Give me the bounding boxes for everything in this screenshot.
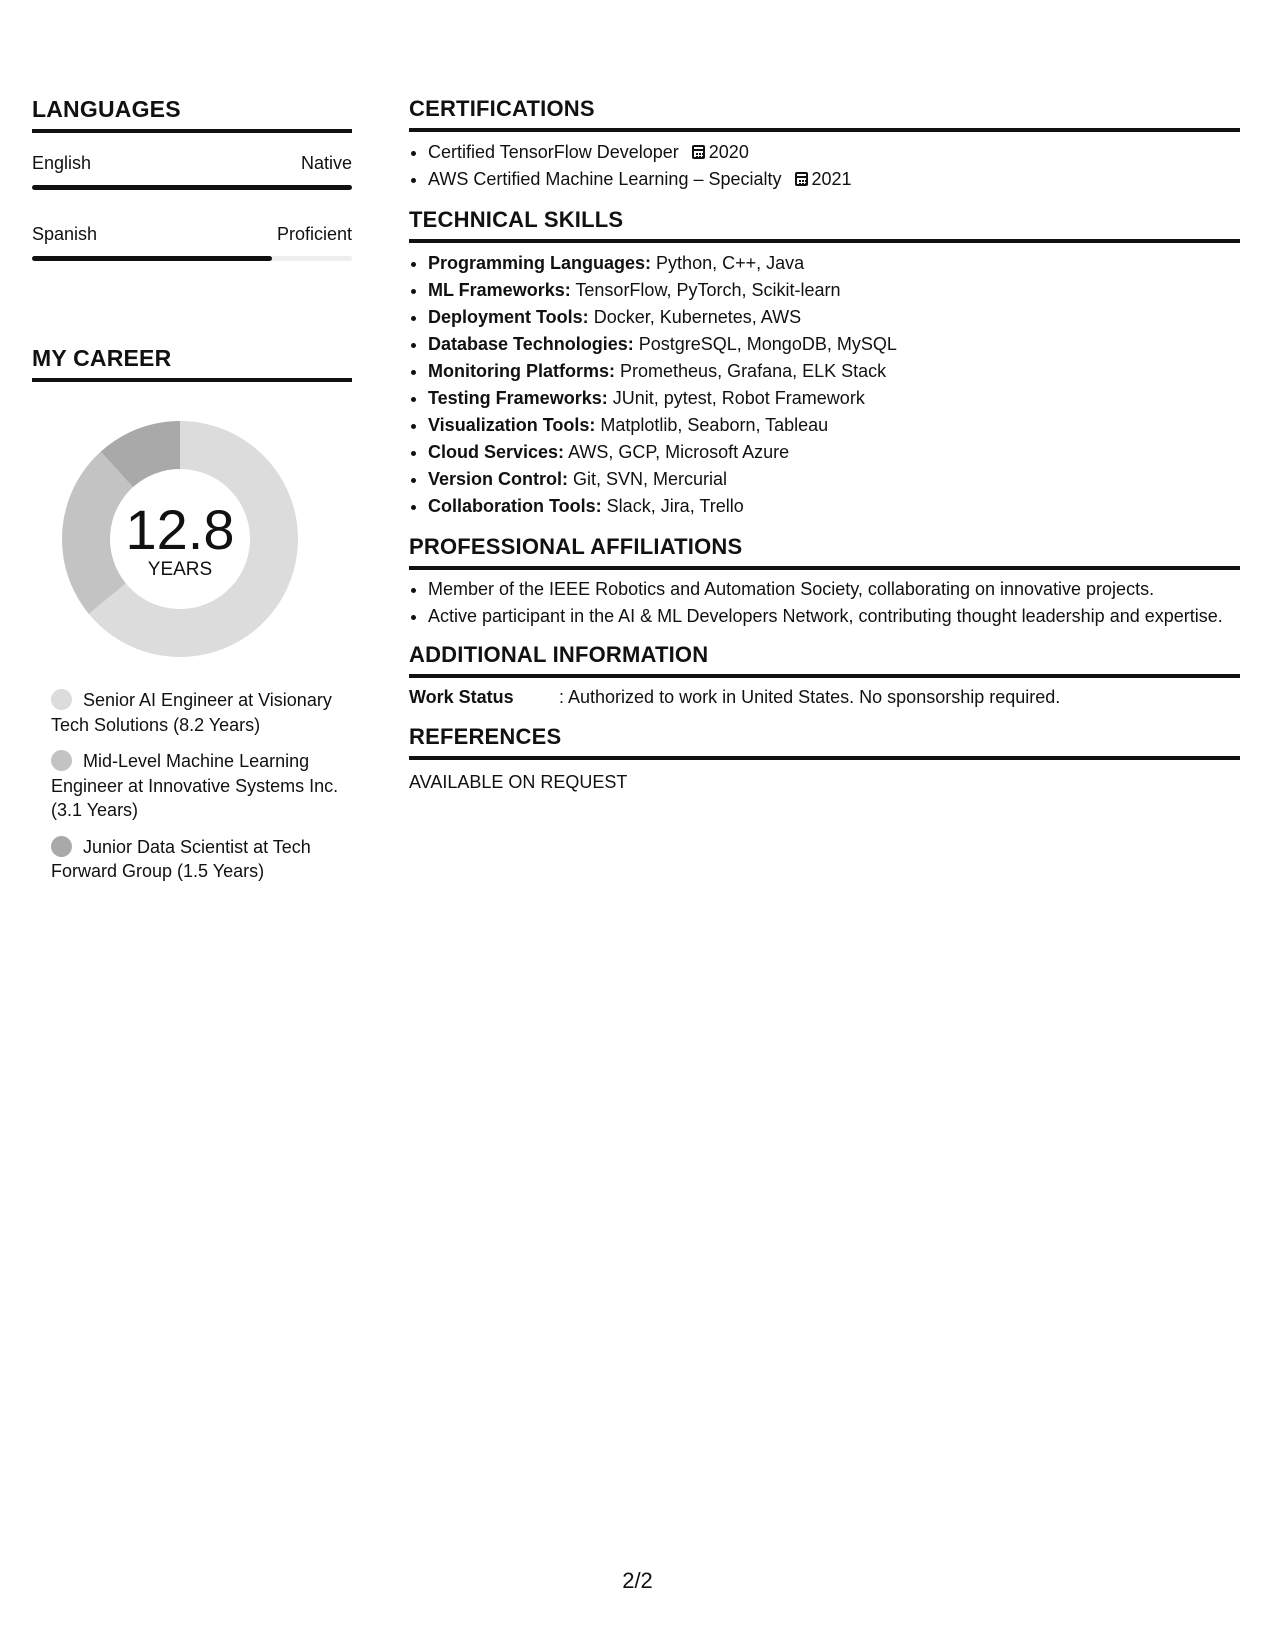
- skill-item: [428, 331, 1240, 358]
- legend-dot-icon: [51, 836, 72, 857]
- career-role-label: Mid-Level Machine Learning Engineer at Innovative Systems Inc. (3.1 Years): [51, 751, 339, 820]
- certification-year: 2021: [811, 169, 852, 189]
- career-role-label: Junior Data Scientist at Tech Forward Group (1.5 Years): [51, 836, 311, 881]
- language-item: [32, 222, 352, 261]
- skill-item: [428, 385, 1240, 412]
- work-status-value: : Authorized to work in United States. No sponsorship required.: [559, 687, 1061, 707]
- certification-year: 2020: [708, 142, 749, 162]
- skills-list: [409, 250, 1240, 520]
- skill-item: [428, 466, 1240, 493]
- skill-values: Git, SVN, Mercurial: [573, 469, 728, 489]
- language-bar-fill: [32, 185, 352, 190]
- languages-list: [32, 151, 352, 261]
- language-bar: [32, 185, 352, 190]
- legend-dot-icon: [51, 750, 72, 771]
- skill-category: Visualization Tools:: [428, 415, 596, 435]
- references-section: [409, 724, 1240, 795]
- affiliations-list: [409, 577, 1240, 628]
- affiliation-item: • Member of the IEEE Robotics and Automation Society, collaborating on innovative projects.: [428, 577, 1240, 602]
- page-number: 2/2: [622, 1568, 653, 1593]
- language-name: Spanish: [32, 224, 98, 244]
- skill-item: [428, 304, 1240, 331]
- language-level: Proficient: [276, 224, 352, 244]
- skill-values: Docker, Kubernetes, AWS: [593, 307, 802, 327]
- career-legend: [51, 688, 341, 884]
- career-legend-item: [51, 749, 341, 823]
- certification-item: [428, 166, 1240, 193]
- skill-item: [428, 439, 1240, 466]
- affiliations-section: [409, 534, 1240, 628]
- language-item: [32, 151, 352, 190]
- certification-name: AWS Certified Machine Learning – Specialty: [428, 169, 782, 189]
- right-column: [409, 96, 1240, 809]
- career-legend-item: [51, 688, 341, 737]
- career-legend-item: [51, 835, 341, 884]
- calendar-icon: [795, 172, 808, 186]
- skill-values: Python, C++, Java: [656, 253, 805, 273]
- references-text: AVAILABLE ON REQUEST: [409, 772, 628, 792]
- skill-item: [428, 277, 1240, 304]
- work-status-row: [409, 684, 1240, 710]
- language-row: [32, 222, 352, 246]
- language-row: [32, 151, 352, 175]
- certifications-list: [409, 139, 1240, 193]
- skill-values: JUnit, pytest, Robot Framework: [612, 388, 865, 408]
- skill-category: Programming Languages:: [428, 253, 652, 273]
- career-title: MY CAREER: [32, 345, 352, 382]
- skill-category: Monitoring Platforms:: [428, 361, 615, 381]
- skill-values: Matplotlib, Seaborn, Tableau: [600, 415, 829, 435]
- language-bar: [32, 256, 352, 261]
- career-role-label: Senior AI Engineer at Visionary Tech Solutions (8.2 Years): [51, 690, 332, 735]
- language-level: Native: [300, 153, 352, 173]
- skill-item: [428, 412, 1240, 439]
- skill-category: Deployment Tools:: [428, 307, 589, 327]
- certification-item: [428, 139, 1240, 166]
- skill-item: [428, 358, 1240, 385]
- career-total: 12.8: [125, 498, 235, 561]
- references-title: REFERENCES: [409, 724, 1240, 760]
- certifications-section: [409, 96, 1240, 193]
- additional-section: [409, 642, 1240, 710]
- language-bar-fill: [32, 256, 272, 261]
- skill-values: Prometheus, Grafana, ELK Stack: [620, 361, 887, 381]
- skills-title: TECHNICAL SKILLS: [409, 207, 1240, 243]
- languages-title: LANGUAGES: [32, 96, 352, 133]
- calendar-icon: [692, 145, 705, 159]
- skill-category: Cloud Services:: [428, 442, 565, 462]
- affiliation-item: • Active participant in the AI & ML Developers Network, contributing thought leadership and expertise.: [428, 604, 1240, 629]
- work-status-label: Work Status: [409, 687, 514, 707]
- language-name: English: [32, 153, 92, 173]
- skill-item: [428, 493, 1240, 520]
- skill-category: Collaboration Tools:: [428, 496, 602, 516]
- skill-values: TensorFlow, PyTorch, Scikit-learn: [575, 280, 841, 300]
- skill-category: ML Frameworks:: [428, 280, 571, 300]
- skill-category: Database Technologies:: [428, 334, 634, 354]
- left-column: [32, 96, 352, 896]
- career-unit: YEARS: [147, 559, 213, 580]
- skill-category: Testing Frameworks:: [428, 388, 608, 408]
- skill-values: PostgreSQL, MongoDB, MySQL: [638, 334, 897, 354]
- skill-item: [428, 250, 1240, 277]
- additional-title: ADDITIONAL INFORMATION: [409, 642, 1240, 678]
- legend-dot-icon: [51, 689, 72, 710]
- donut-center: [55, 414, 305, 664]
- career-donut-chart: [55, 414, 305, 664]
- certification-name: Certified TensorFlow Developer: [428, 142, 679, 162]
- affiliations-title: PROFESSIONAL AFFILIATIONS: [409, 534, 1240, 570]
- skills-section: [409, 207, 1240, 520]
- skill-values: AWS, GCP, Microsoft Azure: [568, 442, 790, 462]
- skill-category: Version Control:: [428, 469, 569, 489]
- certifications-title: CERTIFICATIONS: [409, 96, 1240, 132]
- skill-values: Slack, Jira, Trello: [606, 496, 744, 516]
